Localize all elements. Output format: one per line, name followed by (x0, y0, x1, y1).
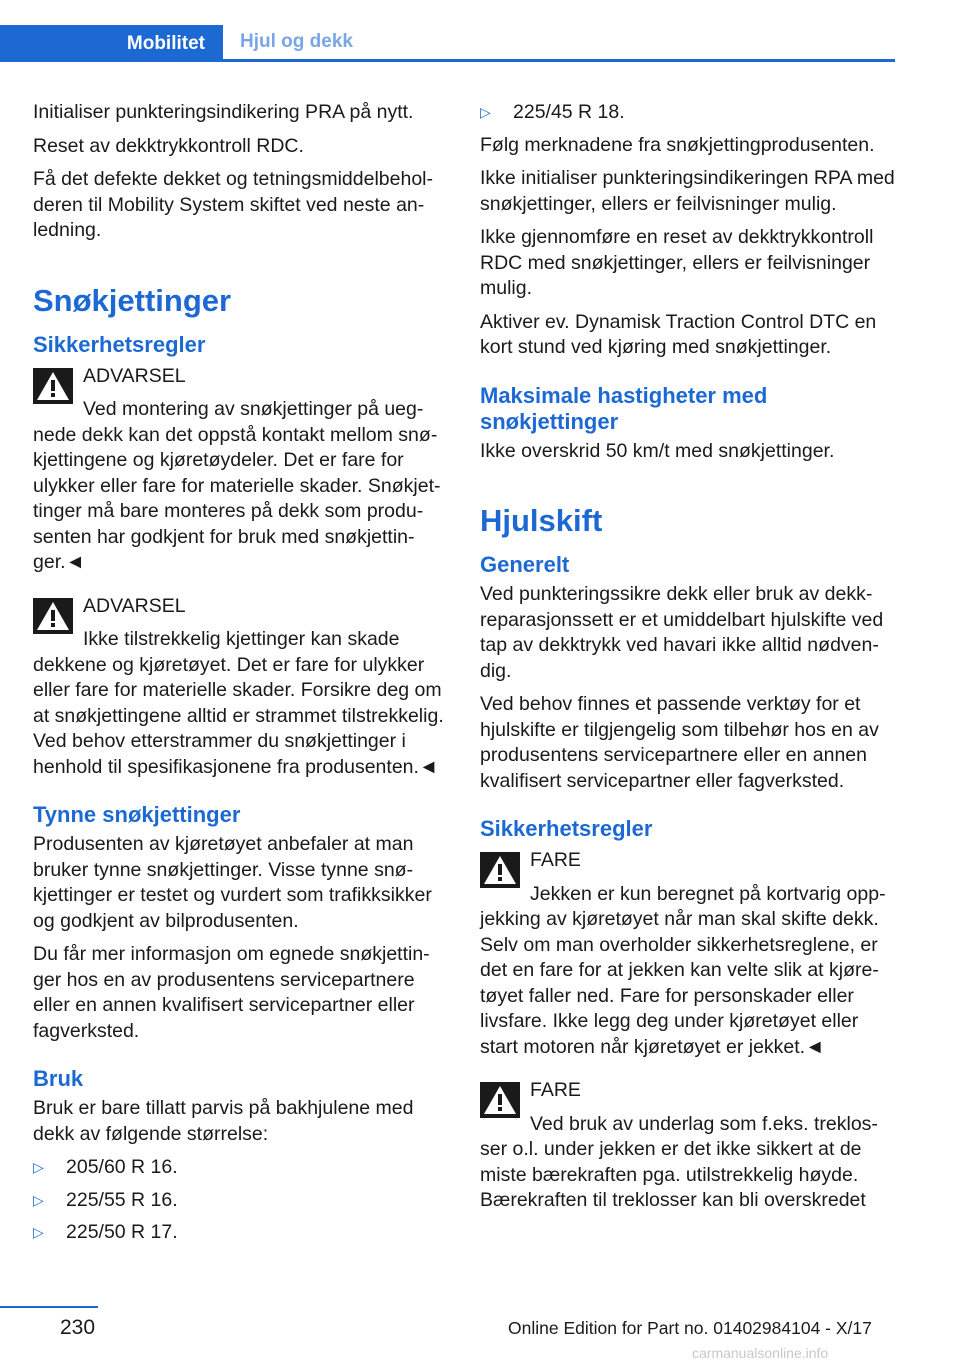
page-number: 230 (60, 1316, 96, 1339)
danger-title: FARE (530, 849, 581, 871)
paragraph: Aktiver ev. Dynamisk Traction Control DTC en kort stund ved kjøring med snøkjettinger. (480, 310, 877, 358)
right-column (480, 100, 898, 1222)
paragraph: Bruk er bare tillatt parvis på bakhjulene med dekk av følgende størrelse: (33, 1097, 414, 1145)
section-heading-snokjettinger: Snøkjettinger (33, 282, 232, 318)
paragraph: Ved punkteringssikre dekk eller bruk av dekkreparasjonssett er et umiddelbart hjulskifte ved tap av dekktrykk ved havari ikke alltid nødvendig. (480, 583, 884, 682)
subheading-maksimale-hastigheter: Maksimale hastigheter med snøkjettinger (480, 382, 768, 434)
list-item: ▷ 225/50 R 17. (33, 1220, 451, 1246)
warning-text: Ved montering av snøkjettinger på uegnede dekk kan det oppstå kontakt mellom snøkjettingene og kjøretøydeler. Det er fare for ulykker eller fare for materielle skader. Snøkjettinger må bare monteres på dekk som produsenten har godkjent for bruk med snøkjettinger.◄ (33, 398, 441, 573)
watermark: carmanualsonline.info (692, 1345, 829, 1361)
header-rule (0, 59, 895, 62)
paragraph: Initialiser punkteringsindikering PRA på nytt. (33, 101, 414, 123)
paragraph: Få det defekte dekket og tetningsmiddelbeholderen til Mobility System skiftet ved neste anledning. (33, 168, 434, 241)
left-column (33, 100, 451, 1253)
section-heading-hjulskift: Hjulskift (480, 503, 603, 538)
section-tab-mobilitet: Mobilitet (0, 25, 223, 62)
bullet-icon: ▷ (33, 1159, 44, 1175)
subheading-bruk: Bruk (33, 1066, 84, 1091)
paragraph: Reset av dekktrykkontroll RDC. (33, 134, 304, 157)
paragraph: Følg merknadene fra snøkjettingprodusenten. (480, 133, 875, 156)
danger-block (480, 848, 898, 1060)
list-item: ▷ 225/55 R 16. (33, 1188, 451, 1214)
warning-triangle-icon (33, 368, 73, 404)
paragraph: Ved behov finnes et passende verktøy for et hjulskifte er tilgjengelig som tilbehør hos en av produsentens servicepartnere eller en annen kvalifisert servicepartner eller fagverksted. (480, 693, 879, 792)
footer-rule (0, 1306, 98, 1308)
danger-text: Jekken er kun beregnet på kortvarig oppjekking av kjøretøyet når man skal skifte dekk. Selv om man overholder sikkerhetsreglene, er det en fare for at jekken kan velte slik at kjøretøyet faller ned. Fare for personskader eller livsfare. Ikke legg deg under kjøretøyet eller start motoren når kjøretøyet er jekket.◄ (480, 882, 886, 1058)
section-tab-hjul-og-dekk: Hjul og dekk (240, 31, 353, 52)
subheading-generelt: Generelt (480, 552, 570, 577)
page-header (0, 25, 895, 62)
warning-block (33, 594, 451, 781)
paragraph: Ikke overskrid 50 km/t med snøkjettinger. (480, 439, 835, 462)
warning-block (33, 364, 451, 576)
warning-triangle-icon (480, 1082, 520, 1118)
paragraph: Produsenten av kjøretøyet anbefaler at man bruker tynne snøkjettinger. Visse tynne snøkjettinger er testet og vurdert som trafikksikker og godkjent av bilprodusenten. (33, 833, 432, 932)
warning-title: ADVARSEL (83, 364, 186, 387)
tire-size-list-continued (480, 100, 898, 126)
warning-title: ADVARSEL (83, 594, 186, 617)
warning-triangle-icon (480, 852, 520, 888)
danger-block (480, 1078, 898, 1214)
warning-text: Ikke tilstrekkelig kjettinger kan skade dekkene og kjøretøyet. Det er fare for ulykker eller fare for materielle skader. Forsikre deg om at snøkjettingene alltid er strammet tilstrekkelig. Ved behov etterstrammer du snøkjettinger i henhold til spesifikasjonene fra produsenten.◄ (33, 628, 444, 778)
bullet-icon: ▷ (33, 1224, 44, 1240)
paragraph: Ikke initialiser punkteringsindikeringen RPA med snøkjettinger, ellers er feilvisninger mulig. (480, 167, 895, 215)
list-item: ▷ 205/60 R 16. (33, 1155, 451, 1181)
bullet-icon: ▷ (33, 1191, 44, 1208)
subheading-tynne-snokjettinger: Tynne snøkjettinger (33, 802, 241, 827)
bullet-icon: ▷ (480, 104, 491, 120)
warning-triangle-icon (33, 598, 73, 634)
edition-note: Online Edition for Part no. 01402984104 - X/17 (508, 1318, 872, 1338)
paragraph: Ikke gjennomføre en reset av dekktrykkontroll RDC med snøkjettinger, ellers er feilvisninger mulig. (480, 226, 874, 299)
danger-text: Ved bruk av underlag som f.eks. treklosser o.l. under jekken er det ikke sikkert at de miste bærekraften pga. utilstrekkelig høyde. Bærekraften til treklosser kan bli overskredet (480, 1112, 878, 1211)
tire-size-list (33, 1155, 451, 1246)
danger-title: FARE (530, 1079, 581, 1101)
paragraph: Du får mer informasjon om egnede snøkjettinger hos en av produsentens servicepartnere eller en annen kvalifisert servicepartner eller fagverksted. (33, 943, 430, 1042)
subheading-sikkerhetsregler: Sikkerhetsregler (480, 816, 653, 841)
list-item: ▷ 225/45 R 18. (480, 100, 898, 126)
subheading-sikkerhetsregler: Sikkerhetsregler (33, 331, 206, 357)
